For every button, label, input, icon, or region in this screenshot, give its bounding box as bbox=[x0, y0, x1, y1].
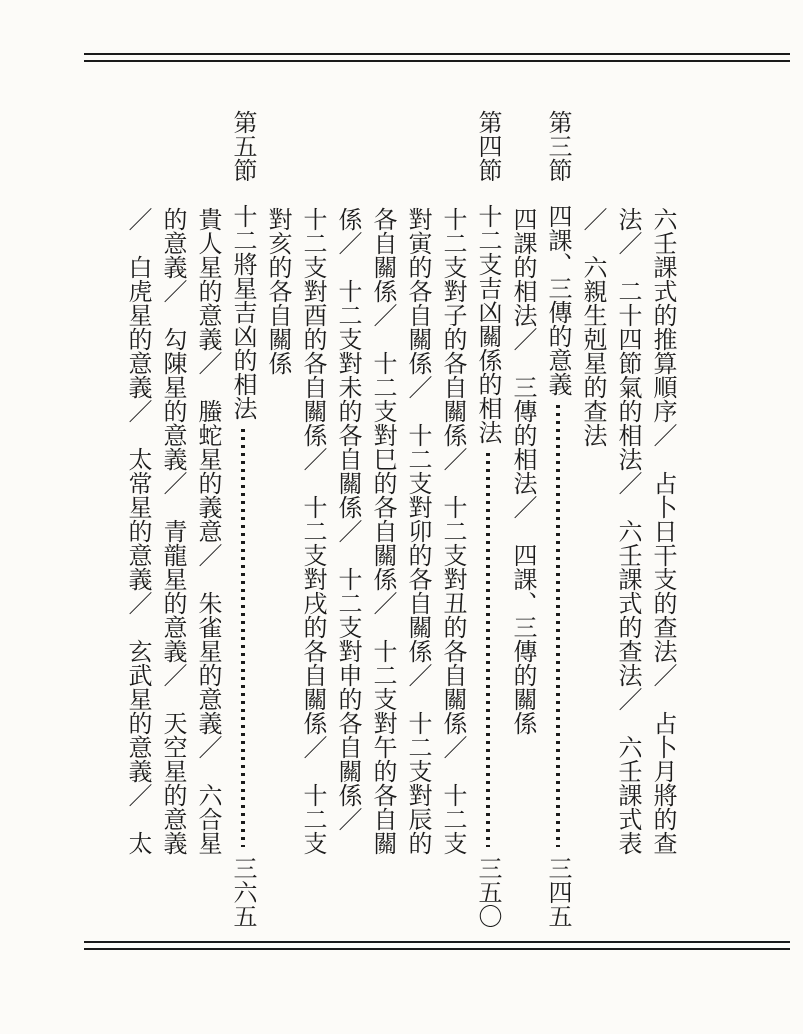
dot-leader bbox=[486, 453, 490, 847]
toc-line bbox=[260, 110, 295, 928]
section-heading: 第四節 bbox=[474, 110, 502, 182]
toc-line-text: 的意義／ 勾陳星的意義／ 青龍星的意義／ 天空星的意義 bbox=[159, 207, 187, 855]
toc-line bbox=[190, 110, 225, 928]
toc-line-text: ／ 白虎星的意義／ 太常星的意義／ 玄武星的意義／ 太 bbox=[124, 207, 152, 855]
toc-section-entry bbox=[225, 110, 260, 928]
section-heading: 第三節 bbox=[544, 110, 572, 182]
toc-section-entry bbox=[540, 110, 575, 928]
page-number: 三五〇 bbox=[474, 856, 502, 928]
page-number: 三四五 bbox=[544, 856, 572, 928]
toc-line-text: 法／ 二十四節氣的相法／ 六壬課式的查法／ 六壬課式表 bbox=[614, 207, 642, 855]
toc-line-text: 各自關係／ 十二支對巳的各自關係／ 十二支對午的各自關 bbox=[369, 207, 397, 855]
page-number: 三六五 bbox=[229, 856, 257, 928]
toc-line bbox=[330, 110, 365, 928]
toc-line-text: 六壬課式的推算順序／ 占卜日干支的查法／ 占卜月將的查 bbox=[649, 207, 677, 855]
toc-line bbox=[155, 110, 190, 928]
toc-line bbox=[435, 110, 470, 928]
table-of-contents bbox=[110, 110, 680, 928]
section-heading: 第五節 bbox=[229, 110, 257, 182]
toc-line bbox=[575, 110, 610, 928]
toc-line-text: 係／ 十二支對未的各自關係／ 十二支對申的各自關係／ bbox=[334, 207, 362, 831]
toc-line-text: 十二支對酉的各自關係／ 十二支對戌的各自關係／ 十二支 bbox=[299, 207, 327, 855]
toc-line-text: 十二支對子的各自關係／ 十二支對丑的各自關係／ 十二支 bbox=[439, 207, 467, 855]
top-double-rule bbox=[84, 53, 790, 62]
toc-line bbox=[505, 110, 540, 928]
toc-line-text: 貴人星的意義／ 螣蛇星的義意／ 朱雀星的意義／ 六合星 bbox=[194, 207, 222, 855]
toc-line-text: ／ 六親生剋星的查法 bbox=[579, 207, 607, 447]
bottom-double-rule bbox=[84, 941, 790, 950]
toc-line-text: 對寅的各自關係／ 十二支對卯的各自關係／ 十二支對辰的 bbox=[404, 207, 432, 855]
section-title: 十二將星吉凶的相法 bbox=[229, 204, 257, 420]
toc-line-text: 四課的相法／ 三傳的相法／ 四課、三傳的關係 bbox=[509, 207, 537, 735]
section-title: 十二支吉凶關係的相法 bbox=[474, 204, 502, 444]
section-title: 四課、三傳的意義 bbox=[544, 204, 572, 396]
toc-line bbox=[400, 110, 435, 928]
toc-line-text: 對亥的各自關係 bbox=[264, 207, 292, 375]
dot-leader bbox=[556, 405, 560, 847]
dot-leader bbox=[241, 429, 245, 847]
toc-line bbox=[645, 110, 680, 928]
toc-section-entry bbox=[470, 110, 505, 928]
toc-line bbox=[610, 110, 645, 928]
toc-line bbox=[365, 110, 400, 928]
toc-line bbox=[295, 110, 330, 928]
toc-line bbox=[120, 110, 155, 928]
